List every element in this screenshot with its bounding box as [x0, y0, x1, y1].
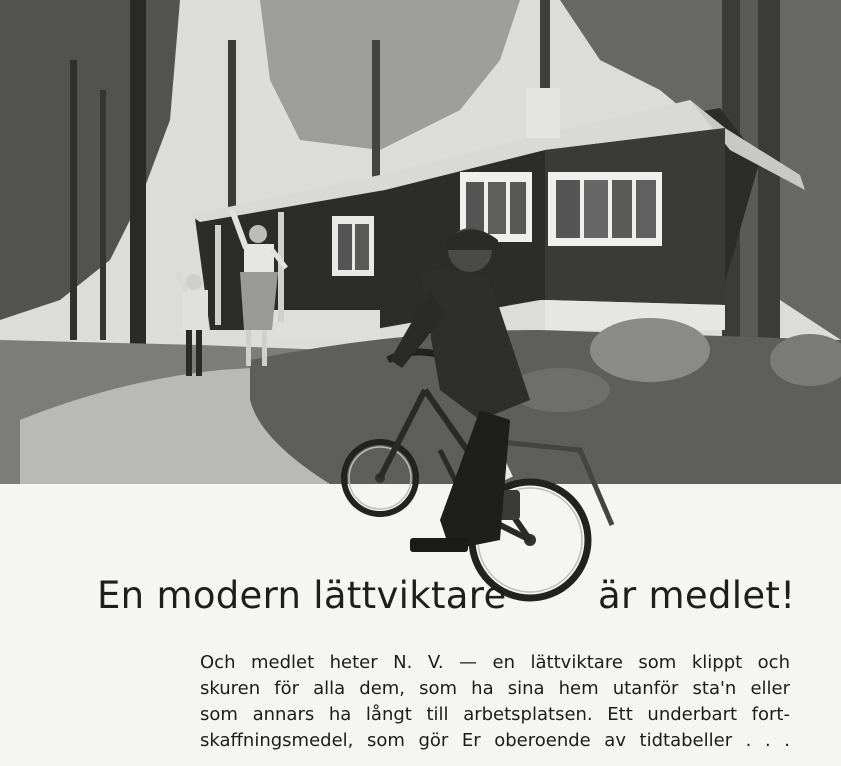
body-paragraph	[200, 650, 790, 754]
headline-right: är medlet!	[598, 574, 796, 617]
body-line: som annars ha långt till arbetsplatsen. Ett underbart fort-	[200, 704, 790, 725]
body-line: skaffningsmedel, som gör Er oberoende av tidtabeller . . .	[200, 730, 790, 751]
cyclist-icon	[330, 220, 630, 620]
body-line: skuren för alla dem, som ha sina hem utanför sta'n eller	[200, 678, 790, 699]
tree-trunk	[130, 0, 146, 350]
body-line: Och medlet heter N. V. — en lättviktare som klippt och	[200, 652, 790, 673]
headline	[0, 574, 841, 624]
headline-left: En modern lättviktare	[97, 574, 507, 617]
